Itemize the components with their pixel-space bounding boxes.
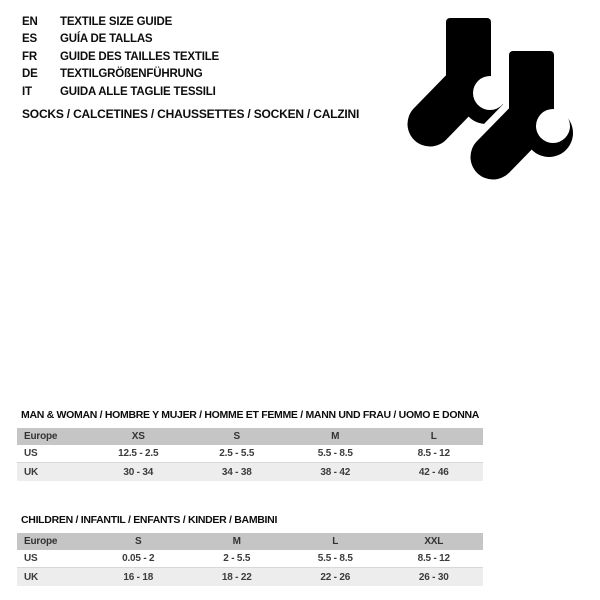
category-line: SOCKS / CALCETINES / CHAUSSETTES / SOCKEN / CALZINI xyxy=(22,107,360,121)
language-row-it xyxy=(22,83,219,101)
language-row-fr xyxy=(22,48,219,66)
right-sock xyxy=(493,45,579,163)
language-code: IT xyxy=(22,85,32,98)
size-value: 2 - 5.5 xyxy=(188,550,287,568)
column-header-s: S xyxy=(188,428,287,445)
column-header-europe: Europe xyxy=(17,533,89,550)
language-row-en xyxy=(22,13,219,31)
language-label: GUIDA ALLE TAGLIE TESSILI xyxy=(60,85,216,98)
size-grid-children xyxy=(17,533,483,586)
language-code: ES xyxy=(22,33,37,46)
size-value: 38 - 42 xyxy=(286,463,385,481)
size-table-man-woman xyxy=(17,409,483,481)
size-value: 16 - 18 xyxy=(89,568,188,586)
size-value: 18 - 22 xyxy=(188,568,287,586)
language-row-de xyxy=(22,66,219,84)
left-sock xyxy=(430,18,510,124)
socks-icon xyxy=(400,0,600,190)
language-row-es xyxy=(22,31,219,49)
size-value: 0.05 - 2 xyxy=(89,550,188,568)
column-header-m: M xyxy=(286,428,385,445)
size-value: 26 - 30 xyxy=(385,568,484,586)
language-code: FR xyxy=(22,50,37,63)
language-label: GUIDE DES TAILLES TEXTILE xyxy=(60,50,219,63)
table-title-man-woman: MAN & WOMAN / HOMBRE Y MUJER / HOMME ET FEMME / MANN UND FRAU / UOMO E DONNA xyxy=(21,409,480,421)
language-list xyxy=(22,13,219,101)
column-header-m: M xyxy=(188,533,287,550)
column-header-l: L xyxy=(286,533,385,550)
size-value: 42 - 46 xyxy=(385,463,484,481)
row-label-uk: UK xyxy=(17,568,89,586)
size-value: 12.5 - 2.5 xyxy=(89,445,188,463)
row-label-us: US xyxy=(17,550,89,568)
language-label: TEXTILGRÖßENFÜHRUNG xyxy=(60,68,203,81)
size-value: 5.5 - 8.5 xyxy=(286,550,385,568)
column-header-s: S xyxy=(89,533,188,550)
language-label: TEXTILE SIZE GUIDE xyxy=(60,15,173,28)
size-value: 8.5 - 12 xyxy=(385,445,484,463)
size-value: 2.5 - 5.5 xyxy=(188,445,287,463)
row-label-uk: UK xyxy=(17,463,89,481)
language-code: EN xyxy=(22,15,38,28)
size-table-children xyxy=(17,514,483,586)
table-title-children: CHILDREN / INFANTIL / ENFANTS / KINDER / BAMBINI xyxy=(21,514,278,526)
size-grid-man-woman xyxy=(17,428,483,481)
language-label: GUÍA DE TALLAS xyxy=(60,33,153,46)
column-header-xs: XS xyxy=(89,428,188,445)
size-value: 8.5 - 12 xyxy=(385,550,484,568)
column-header-xxl: XXL xyxy=(385,533,484,550)
row-label-us: US xyxy=(17,445,89,463)
size-value: 5.5 - 8.5 xyxy=(286,445,385,463)
size-value: 22 - 26 xyxy=(286,568,385,586)
language-code: DE xyxy=(22,68,38,81)
column-header-europe: Europe xyxy=(17,428,89,445)
column-header-l: L xyxy=(385,428,484,445)
size-value: 30 - 34 xyxy=(89,463,188,481)
size-value: 34 - 38 xyxy=(188,463,287,481)
